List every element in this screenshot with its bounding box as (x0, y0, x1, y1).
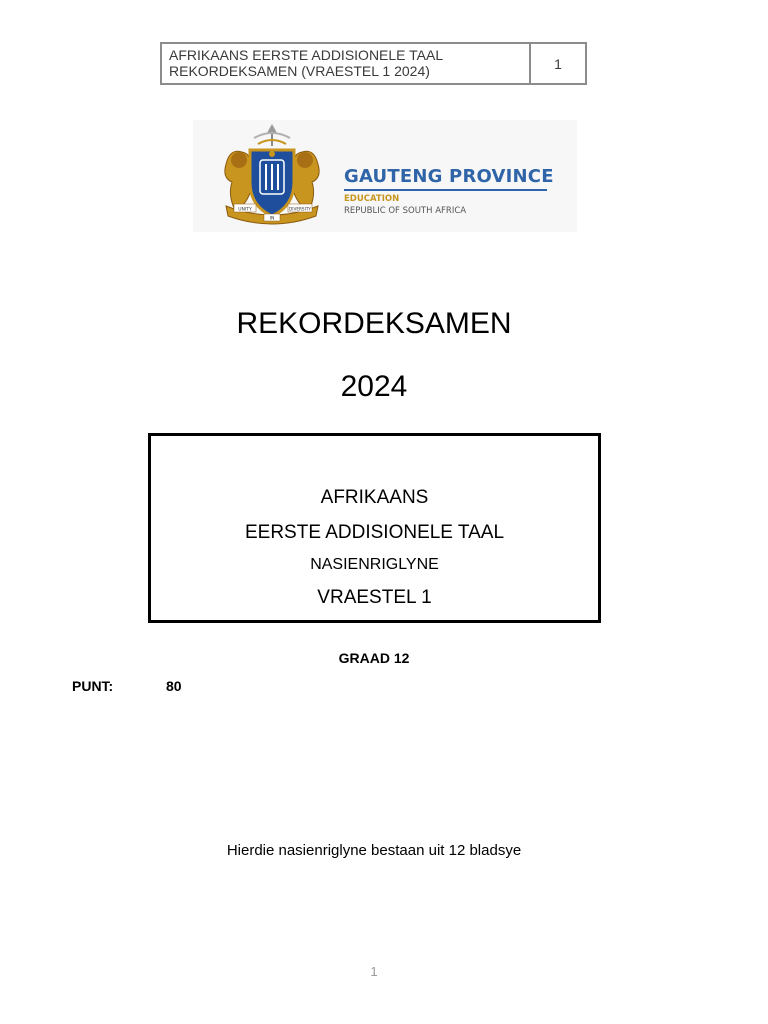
header-box (160, 42, 587, 85)
document-type: NASIENRIGLYNE (310, 556, 439, 573)
marks-label: PUNT: (72, 678, 114, 694)
header-title (162, 44, 531, 83)
footer-page-number: 1 (370, 964, 378, 979)
page-count-note: Hierdie nasienriglyne bestaan uit 12 bladsye (226, 842, 522, 859)
logo-province: GAUTENG PROVINCE (344, 166, 554, 187)
header-title-line2: REKORDEKSAMEN (VRAESTEL 1 2024) (169, 63, 430, 79)
subject-level: EERSTE ADDISIONELE TAAL (244, 522, 505, 543)
logo-country: REPUBLIC OF SOUTH AFRICA (344, 206, 467, 216)
coat-of-arms-icon (208, 124, 336, 228)
subject-name: AFRIKAANS (320, 487, 429, 508)
logo-underline (344, 189, 547, 191)
header-page-number: 1 (554, 55, 562, 72)
motto-center-text: IN (269, 216, 275, 222)
motto-right-text: DIVERSITY (289, 206, 311, 212)
subject-box (148, 433, 601, 623)
header-title-line1: AFRIKAANS EERSTE ADDISIONELE TAAL (169, 47, 444, 63)
marks-value: 80 (166, 678, 182, 694)
logo-wordmark (344, 166, 554, 217)
logo-department: EDUCATION (344, 194, 400, 204)
exam-title: REKORDEKSAMEN (236, 307, 512, 340)
exam-year: 2024 (340, 370, 408, 403)
motto-left-text: UNITY (238, 207, 252, 213)
gauteng-logo (193, 120, 577, 232)
grade-label: GRAAD 12 (338, 650, 410, 666)
paper-number: VRAESTEL 1 (317, 587, 432, 608)
